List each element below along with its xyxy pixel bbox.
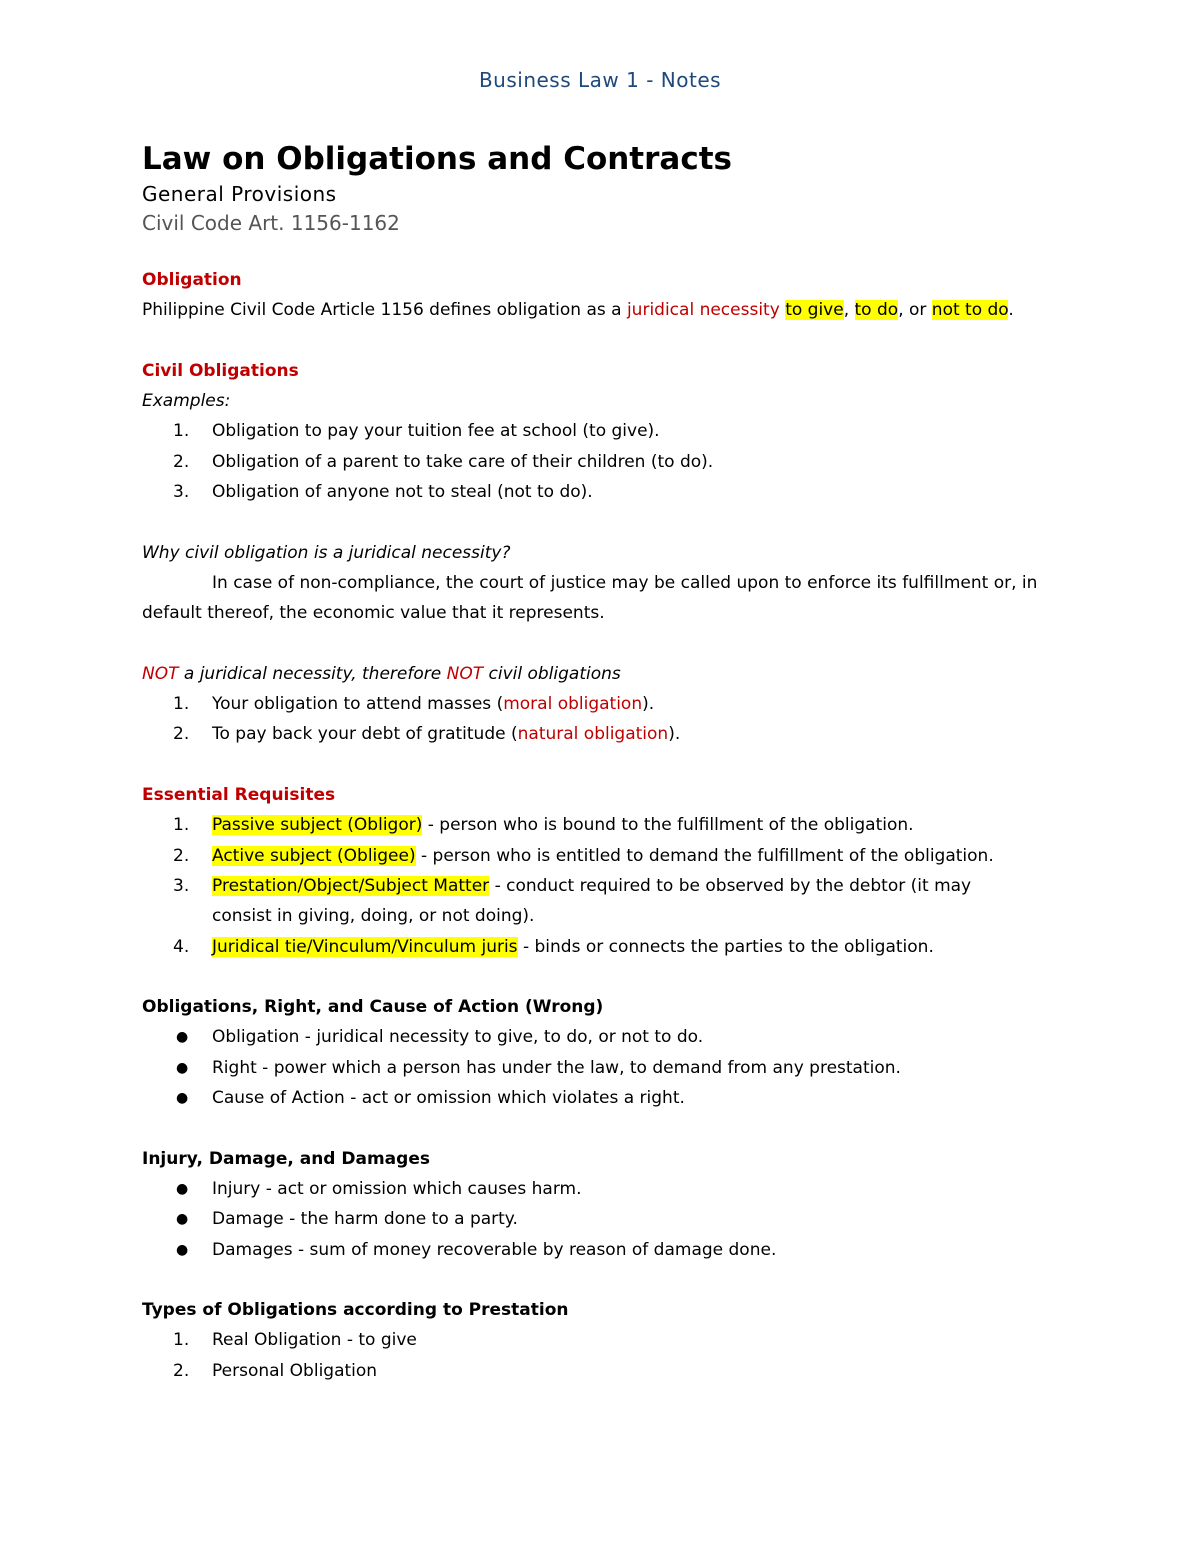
bullet-text: Damages - sum of money recoverable by reason of damage done. <box>212 1239 777 1260</box>
bullet-item <box>142 1174 1062 1204</box>
rights-heading: Obligations, Right, and Cause of Action (Wrong) <box>142 997 604 1018</box>
highlight-to-give: to give <box>785 300 844 321</box>
heading-mid: a juridical necessity, therefore <box>178 663 447 684</box>
list-item <box>142 841 1062 871</box>
list-item <box>142 689 1062 719</box>
list-item-text: ). <box>668 724 681 745</box>
juridical-necessity: juridical necessity <box>626 300 780 321</box>
heading-end: civil obligations <box>483 663 621 684</box>
not-word: NOT <box>446 663 484 684</box>
list-item-text: Obligation to pay your tuition fee at school (to give). <box>212 421 660 442</box>
bullet-icon: ● <box>176 1211 189 1228</box>
list-number: 1. <box>173 694 190 715</box>
page-header: Business Law 1 - Notes <box>478 68 722 92</box>
requisite-term: Prestation/Object/Subject Matter <box>212 875 490 896</box>
article-reference: Civil Code Art. 1156-1162 <box>142 211 400 235</box>
types-list <box>142 1325 1062 1386</box>
list-item <box>142 810 1062 840</box>
list-item <box>142 719 1062 749</box>
list-item <box>142 932 1062 962</box>
examples-label: Examples: <box>142 391 231 412</box>
list-item-text: Your obligation to attend masses ( <box>212 694 504 715</box>
requisite-desc: - person who is bound to the fulfillment of the obligation. <box>422 815 914 836</box>
list-item-text: Obligation of a parent to take care of their children (to do). <box>212 451 714 472</box>
document-body <box>142 138 1062 1386</box>
civil-obligations-heading: Civil Obligations <box>142 360 299 381</box>
bullet-text: Injury - act or omission which causes harm. <box>212 1178 582 1199</box>
list-number: 1. <box>173 815 190 836</box>
rights-list <box>142 1022 1062 1113</box>
obligation-heading: Obligation <box>142 270 242 290</box>
not-juridical-heading <box>142 659 1062 689</box>
bullet-icon: ● <box>176 1180 189 1197</box>
list-item-text: To pay back your debt of gratitude ( <box>212 724 518 745</box>
definition-text: Philippine Civil Code Article 1156 defines obligation as a <box>142 300 627 321</box>
list-item-text: Obligation of anyone not to steal (not to do). <box>212 482 593 503</box>
bullet-text: Right - power which a person has under the law, to demand from any prestation. <box>212 1057 901 1078</box>
requisite-term: Active subject (Obligee) <box>212 845 416 866</box>
bullet-icon: ● <box>176 1029 189 1046</box>
requisite-term: Juridical tie/Vinculum/Vinculum juris <box>212 936 518 957</box>
list-item <box>142 871 1062 932</box>
list-number: 4. <box>173 936 190 957</box>
document-title: Law on Obligations and Contracts <box>142 141 732 177</box>
why-answer-line2: default thereof, the economic value that it represents. <box>142 603 605 624</box>
list-number: 2. <box>173 724 190 745</box>
list-item-text: Personal Obligation <box>212 1360 378 1381</box>
list-item <box>142 477 1062 507</box>
bullet-text: Obligation - juridical necessity to give, to do, or not to do. <box>212 1027 704 1048</box>
not-juridical-list <box>142 689 1062 750</box>
list-item <box>142 447 1062 477</box>
obligation-definition <box>142 295 1062 325</box>
why-answer-line1: In case of non-compliance, the court of justice may be called upon to enforce its fulfillment or, in <box>212 572 1038 593</box>
bullet-text: Cause of Action - act or omission which violates a right. <box>212 1088 685 1109</box>
list-item-text: Real Obligation - to give <box>212 1330 417 1351</box>
list-item <box>142 416 1062 446</box>
list-item-text: ). <box>642 694 655 715</box>
comma: , <box>843 300 855 321</box>
list-number: 1. <box>173 1330 190 1351</box>
comma-or: , or <box>898 300 932 321</box>
list-item <box>142 1325 1062 1355</box>
types-heading: Types of Obligations according to Prestation <box>142 1300 569 1321</box>
list-item <box>142 1356 1062 1386</box>
not-word: NOT <box>142 663 179 684</box>
requisite-desc: - binds or connects the parties to the obligation. <box>517 936 934 957</box>
bullet-item <box>142 1083 1062 1113</box>
bullet-text: Damage - the harm done to a party. <box>212 1209 518 1230</box>
document-subtitle: General Provisions <box>142 182 337 206</box>
list-number: 2. <box>173 845 190 866</box>
civil-examples-list <box>142 416 1062 507</box>
natural-obligation: natural obligation <box>517 724 669 745</box>
why-question: Why civil obligation is a juridical necessity? <box>142 542 511 563</box>
bullet-icon: ● <box>176 1241 189 1258</box>
requisite-desc: - conduct required to be observed by the debtor (it may <box>489 875 972 896</box>
damages-list <box>142 1174 1062 1265</box>
requisites-list <box>142 810 1062 961</box>
requisite-term: Passive subject (Obligor) <box>212 815 423 836</box>
highlight-to-do: to do <box>854 300 899 321</box>
list-number: 2. <box>173 451 190 472</box>
list-number: 1. <box>173 421 190 442</box>
bullet-icon: ● <box>176 1059 189 1076</box>
list-number: 3. <box>173 482 190 503</box>
moral-obligation: moral obligation <box>503 694 643 715</box>
list-number: 2. <box>173 1360 190 1381</box>
list-number: 3. <box>173 875 190 896</box>
bullet-icon: ● <box>176 1090 189 1107</box>
requisites-heading: Essential Requisites <box>142 785 336 806</box>
requisite-desc-cont: consist in giving, doing, or not doing). <box>212 906 535 927</box>
bullet-item <box>142 1235 1062 1265</box>
bullet-item <box>142 1204 1062 1234</box>
damages-heading: Injury, Damage, and Damages <box>142 1148 430 1169</box>
bullet-item <box>142 1053 1062 1083</box>
requisite-desc: - person who is entitled to demand the fulfillment of the obligation. <box>415 845 994 866</box>
bullet-item <box>142 1022 1062 1052</box>
period: . <box>1008 300 1014 321</box>
highlight-not-to-do: not to do <box>931 300 1009 321</box>
